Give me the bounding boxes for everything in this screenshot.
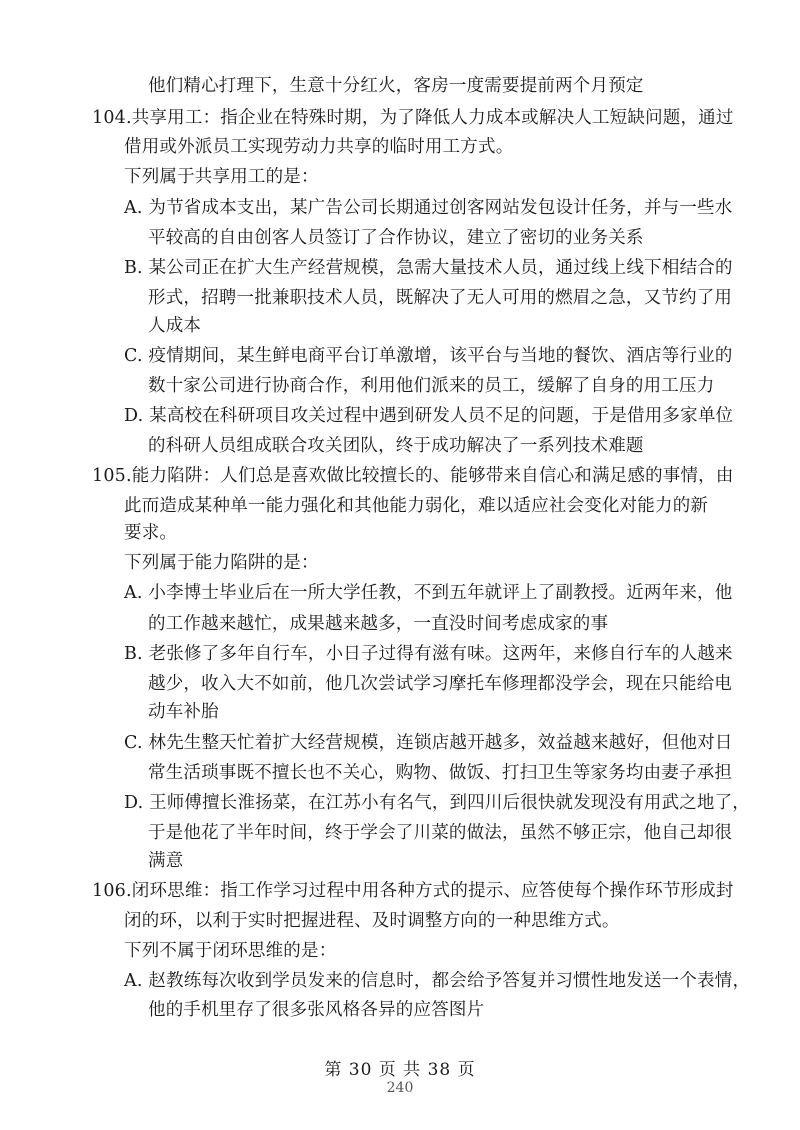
q104-option-b-line-1: B. 某公司正在扩大生产经营规模，急需大量技术人员，通过线上线下相结合的	[124, 258, 733, 278]
q104-ask: 下列属于共享用工的是：	[124, 167, 319, 187]
q105-option-b-line-1: B. 老张修了多年自行车，小日子过得有滋有味。这两年，来修自行车的人越来	[124, 644, 733, 664]
q106-option-a-line-1: A. 赵教练每次收到学员发来的信息时，都会给予答复并习惯性地发送一个表情，	[124, 971, 751, 991]
q104-stem-line-2: 借用或外派员工实现劳动力共享的临时用工方式。	[124, 137, 514, 157]
q104-stem-line-1: 104.共享用工：指企业在特殊时期，为了降低人力成本或解决人工短缺问题，通过	[92, 108, 734, 128]
q104-option-c-line-1: C. 疫情期间，某生鲜电商平台订单激增，该平台与当地的餐饮、酒店等行业的	[124, 346, 733, 366]
q105-option-a-line-1: A. 小李博士毕业后在一所大学任教，不到五年就评上了副教授。近两年来，他	[124, 583, 733, 603]
q105-option-c-line-2: 常生活琐事既不擅长也不关心，购物、做饭、打扫卫生等家务均由妻子承担	[148, 763, 733, 783]
q105-option-c-line-1: C. 林先生整天忙着扩大经营规模，连锁店越开越多，效益越来越好，但他对日	[124, 733, 733, 753]
page-number: 240	[386, 1080, 414, 1096]
intro-tail-text: 他们精心打理下，生意十分红火，客房一度需要提前两个月预定	[148, 76, 644, 96]
q105-stem-line-2: 此而造成某种单一能力强化和其他能力弱化，难以适应社会变化对能力的新	[124, 496, 709, 516]
q104-option-a-line-1: A. 为节省成本支出，某广告公司长期通过创客网站发包设计任务，并与一些水	[124, 198, 733, 218]
q106-stem-line-2: 闭的环，以利于实时把握进程、及时调整方向的一种思维方式。	[124, 911, 620, 931]
q105-option-b-line-2: 越少，收入大不如前，他几次尝试学习摩托车修理都没学会，现在只能给电	[148, 674, 733, 694]
q104-option-b-line-3: 人成本	[148, 316, 202, 336]
q105-option-b-line-3: 动车补胎	[148, 702, 219, 722]
q105-option-a-line-2: 的工作越来越忙，成果越来越多，一直没时间考虑成家的事	[148, 614, 609, 634]
q104-option-b-line-2: 形式，招聘一批兼职技术人员，既解决了无人可用的燃眉之急，又节约了用	[148, 288, 733, 308]
q104-option-d-line-2: 的科研人员组成联合攻关团队，终于成功解决了一系列技术难题	[148, 436, 644, 456]
q105-stem-line-1: 105.能力陷阱：人们总是喜欢做比较擅长的、能够带来自信心和满足感的事情，由	[92, 466, 734, 486]
q104-option-d-line-1: D. 某高校在科研项目攻关过程中遇到研发人员不足的问题，于是借用多家单位	[124, 406, 734, 426]
page-count-label: 第 30 页 共 38 页	[324, 1060, 476, 1080]
q105-option-d-line-1: D. 王师傅擅长淮扬菜，在江苏小有名气，到四川后很快就发现没有用武之地了，	[124, 793, 750, 813]
q104-option-c-line-2: 数十家公司进行协商合作，利用他们派来的员工，缓解了自身的用工压力	[148, 376, 715, 396]
q106-ask: 下列不属于闭环思维的是：	[124, 941, 337, 961]
q106-stem-line-1: 106.闭环思维：指工作学习过程中用各种方式的提示、应答使每个操作环节形成封	[92, 881, 734, 901]
q105-stem-line-3: 要求。	[124, 523, 178, 543]
q105-ask: 下列属于能力陷阱的是：	[124, 553, 319, 573]
q104-option-a-line-2: 平较高的自由创客人员签订了合作协议，建立了密切的业务关系	[148, 228, 644, 248]
q106-option-a-line-2: 他的手机里存了很多张风格各异的应答图片	[148, 1000, 485, 1020]
q105-option-d-line-3: 满意	[148, 851, 184, 871]
q105-option-d-line-2: 于是他花了半年时间，终于学会了川菜的做法，虽然不够正宗，他自己却很	[148, 823, 733, 843]
